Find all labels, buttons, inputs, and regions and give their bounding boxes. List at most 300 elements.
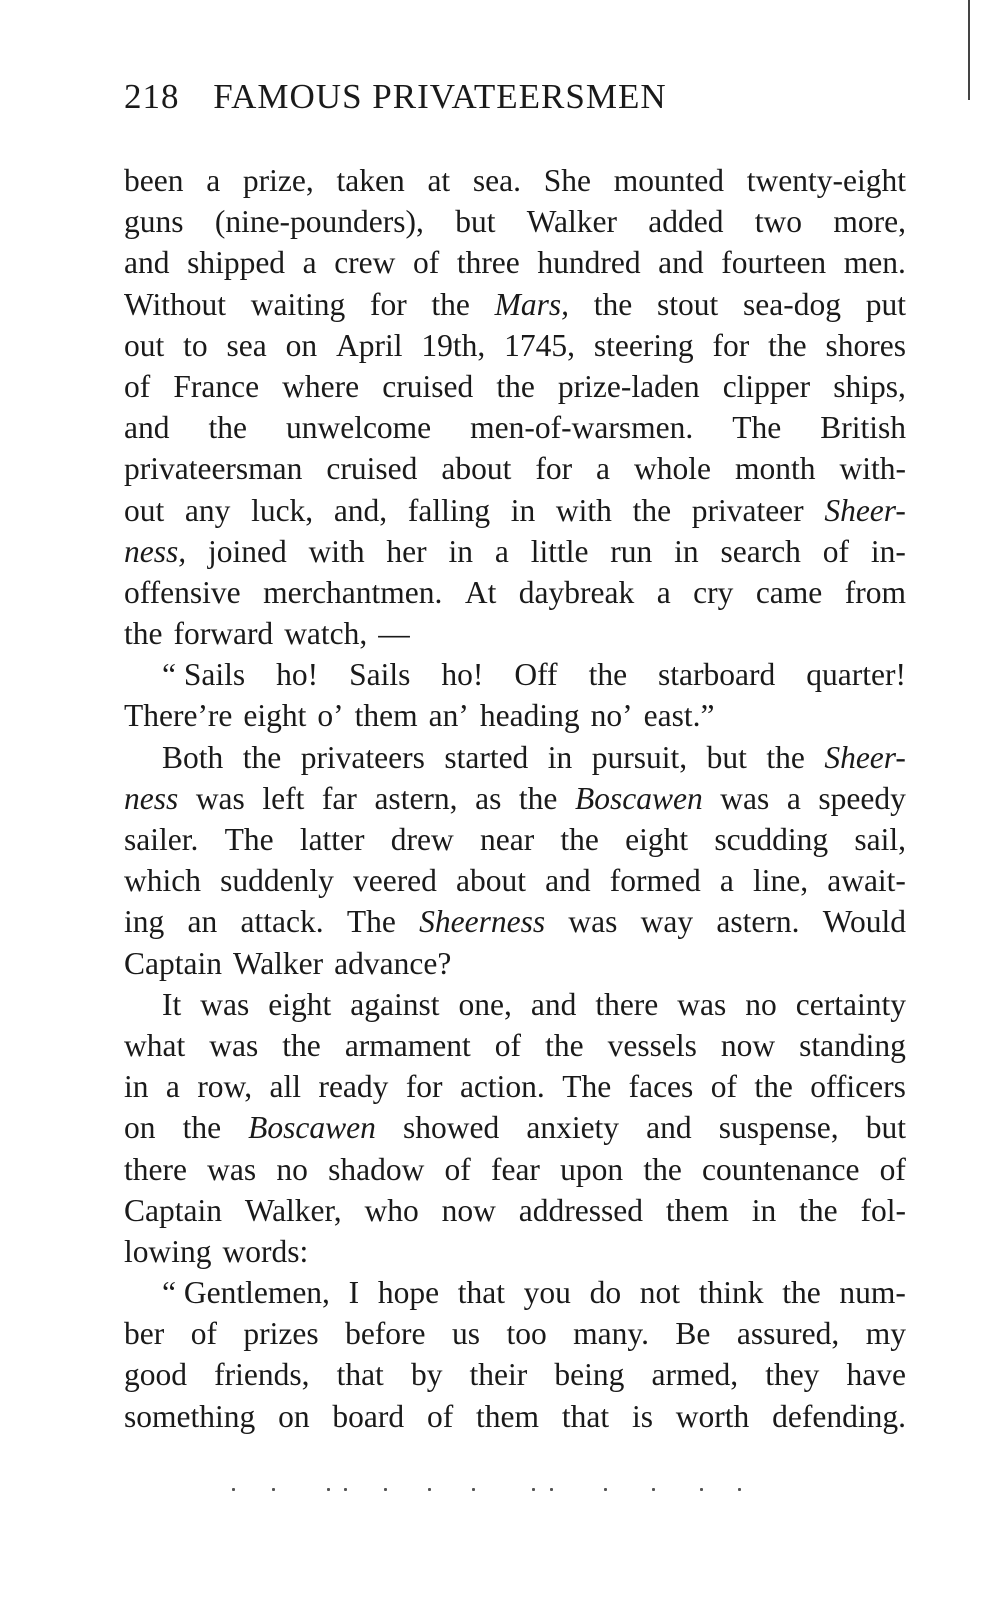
word: 1745, <box>504 327 576 363</box>
word: but <box>865 1110 906 1146</box>
word: all <box>269 1069 302 1105</box>
word: way <box>640 904 694 940</box>
word: privateer <box>691 492 804 528</box>
word: veered <box>352 863 437 899</box>
word: in <box>448 533 474 569</box>
running-header <box>124 72 924 122</box>
bottom-printer-marks <box>232 1488 742 1494</box>
word: in <box>510 492 536 528</box>
word: the <box>768 327 807 363</box>
word: good <box>124 1357 187 1393</box>
word: I <box>348 1275 360 1311</box>
word: put <box>865 286 906 322</box>
word: the <box>431 286 470 322</box>
word: us <box>451 1316 480 1352</box>
word: shores <box>825 327 906 363</box>
word: east.” <box>643 698 715 734</box>
word: their <box>469 1357 528 1393</box>
word: fear <box>490 1151 540 1187</box>
word: now <box>720 1027 776 1063</box>
text-line <box>124 778 906 819</box>
word: The <box>346 904 396 940</box>
word: mounted <box>613 163 724 198</box>
word: quarter! <box>806 657 906 693</box>
word: Would <box>822 904 906 940</box>
word: added <box>648 204 724 240</box>
word: hundred <box>537 245 641 281</box>
word: with <box>555 492 612 528</box>
word: defending. <box>772 1398 906 1434</box>
word: hope <box>377 1275 440 1311</box>
word: the <box>632 492 672 528</box>
text-line <box>124 1313 906 1354</box>
word: who <box>364 1192 419 1228</box>
word: the <box>593 286 633 322</box>
word: the <box>754 1069 793 1105</box>
word: with- <box>839 451 906 487</box>
page-edge-mark <box>968 0 970 100</box>
word: on <box>278 1398 310 1434</box>
word: and <box>124 410 170 446</box>
word: astern, <box>374 780 458 816</box>
word: think <box>698 1275 764 1311</box>
word: await- <box>827 863 906 899</box>
word: luck, <box>251 492 314 528</box>
word: and <box>646 1110 692 1146</box>
word: cruised <box>326 451 418 487</box>
text-line <box>124 654 906 695</box>
word: sea-dog <box>742 286 841 322</box>
word: been <box>124 163 184 198</box>
word: speedy <box>818 780 906 816</box>
word: April <box>336 327 403 363</box>
word: the <box>518 780 558 816</box>
word: the <box>588 657 628 693</box>
word: guns <box>124 204 184 240</box>
word: armed, <box>651 1357 739 1393</box>
word: about <box>456 863 527 899</box>
word: against <box>350 986 440 1022</box>
word: a <box>596 451 611 487</box>
word: and, <box>333 492 388 528</box>
word: fourteen <box>721 245 827 281</box>
word: and <box>124 245 170 281</box>
word: but <box>455 204 496 240</box>
word: privateersman <box>124 451 303 487</box>
word: twenty-eight <box>746 163 906 198</box>
word: 19th, <box>421 327 486 363</box>
word: them <box>476 1398 540 1434</box>
word: row, <box>197 1069 253 1105</box>
word: pursuit, <box>591 739 688 775</box>
word: latter <box>299 822 365 857</box>
word: suspense, <box>718 1110 839 1146</box>
word: joined <box>207 533 287 569</box>
word: shadow <box>328 1151 425 1187</box>
word: and <box>545 863 591 899</box>
italic-word: Sheer- <box>824 739 906 775</box>
word: drew <box>390 822 454 857</box>
word: a <box>165 1069 180 1105</box>
text-line <box>124 490 906 531</box>
word: She <box>543 163 592 198</box>
word: was <box>209 1027 259 1063</box>
word: British <box>820 410 906 446</box>
word: by <box>410 1357 443 1393</box>
word: many. <box>573 1316 649 1352</box>
word: the <box>766 739 805 775</box>
word: Captain <box>124 1192 222 1228</box>
word: in <box>124 1069 149 1105</box>
word: the <box>560 822 599 857</box>
word: ships, <box>833 368 906 404</box>
body-text <box>124 160 906 1437</box>
word: you <box>523 1275 571 1311</box>
word: fol- <box>860 1192 906 1228</box>
word: cruised <box>382 368 474 404</box>
word: eight <box>243 698 307 734</box>
word: no <box>276 1151 308 1187</box>
word: “ Gentlemen, <box>162 1275 330 1311</box>
word: prize, <box>242 163 314 198</box>
word: action. <box>459 1069 545 1105</box>
word: was <box>195 780 245 816</box>
word: The <box>732 410 782 446</box>
word: prizes <box>243 1316 319 1352</box>
word: on <box>124 1110 156 1146</box>
word: from <box>844 574 906 610</box>
word: near <box>479 822 535 857</box>
text-line <box>124 613 906 654</box>
word: ready <box>318 1069 389 1105</box>
word: and <box>658 245 704 281</box>
word: started <box>444 739 529 775</box>
word: one, <box>458 986 512 1022</box>
word: search <box>720 533 801 569</box>
text-line <box>124 531 906 572</box>
word: officers <box>810 1069 906 1105</box>
word: merchantmen. <box>263 574 443 610</box>
word: any <box>184 492 231 528</box>
word: starboard <box>658 657 776 693</box>
italic-word: ness, <box>124 533 187 569</box>
text-line <box>124 1190 906 1231</box>
text-line <box>124 737 906 778</box>
text-line <box>124 448 906 489</box>
word: watch, <box>284 616 368 652</box>
word: ho! <box>441 657 484 693</box>
word: scudding <box>714 822 829 857</box>
word: no <box>745 986 777 1022</box>
word: of <box>124 368 151 404</box>
word: on <box>285 327 318 363</box>
word: no’ <box>590 698 633 734</box>
word: lowing <box>124 1233 212 1269</box>
word: but <box>706 739 747 775</box>
text-line <box>124 695 906 736</box>
word: for <box>535 451 573 487</box>
word: — <box>378 616 410 652</box>
word: of <box>879 1151 906 1187</box>
word: there <box>124 1151 187 1187</box>
word: “ Sails <box>162 657 246 693</box>
word: for <box>712 327 750 363</box>
word: the <box>545 1027 584 1063</box>
italic-word: Boscawen <box>574 780 703 816</box>
word: what <box>124 1027 186 1063</box>
word: The <box>562 1069 612 1105</box>
word: of <box>444 1151 471 1187</box>
word: not <box>639 1275 681 1311</box>
word: sail, <box>854 822 906 857</box>
word: that <box>457 1275 505 1311</box>
word: Off <box>514 657 558 693</box>
word: being <box>554 1357 625 1393</box>
word: line, <box>752 863 809 899</box>
word: falling <box>407 492 491 528</box>
text-line <box>124 242 906 283</box>
word: of <box>412 245 440 281</box>
word: worth <box>675 1398 750 1434</box>
word: was <box>720 780 770 816</box>
text-line <box>124 284 906 325</box>
word: far <box>321 780 357 816</box>
word: crew <box>334 245 396 281</box>
word: clipper <box>722 368 811 404</box>
word: France <box>173 368 260 404</box>
word: board <box>332 1398 405 1434</box>
word: Be <box>675 1316 711 1352</box>
word: out <box>124 327 165 363</box>
text-line <box>124 901 906 942</box>
word: the <box>782 1275 821 1311</box>
text-line <box>124 819 906 860</box>
word: in- <box>870 533 906 569</box>
word: more, <box>833 204 906 240</box>
word: ho! <box>276 657 319 693</box>
word: my <box>865 1316 906 1352</box>
word: shipped <box>187 245 286 281</box>
word: whole <box>634 451 711 487</box>
word: them <box>354 698 418 734</box>
word: Captain <box>124 945 222 981</box>
word: before <box>345 1316 426 1352</box>
word: faces <box>628 1069 694 1105</box>
word: month <box>734 451 816 487</box>
word: of <box>426 1398 454 1434</box>
word: out <box>124 492 165 528</box>
word: steering <box>593 327 694 363</box>
word: of <box>710 1069 737 1105</box>
word: stout <box>656 286 719 322</box>
word: that <box>336 1357 384 1393</box>
word: at <box>427 163 451 198</box>
text-line <box>124 366 906 407</box>
word: men. <box>843 245 906 281</box>
word: with <box>308 533 365 569</box>
word: that <box>561 1398 610 1434</box>
word: attack. <box>240 904 324 940</box>
word: is <box>631 1398 653 1434</box>
word: of <box>190 1316 217 1352</box>
word: Without <box>124 286 226 322</box>
text-line <box>124 407 906 448</box>
text-line <box>124 1149 906 1190</box>
word: sea <box>226 327 267 363</box>
word: was <box>677 986 727 1022</box>
word: showed <box>403 1110 500 1146</box>
text-line <box>124 1066 906 1107</box>
word: o’ <box>317 698 344 734</box>
word: sailer. <box>124 822 199 857</box>
word: the <box>182 1110 222 1146</box>
word: The <box>224 822 274 857</box>
word: taken <box>336 163 405 198</box>
word: offensive <box>124 574 241 610</box>
word: which <box>124 863 201 899</box>
word: armament <box>344 1027 471 1063</box>
text-line <box>124 1025 906 1066</box>
word: now <box>441 1192 496 1228</box>
word: have <box>846 1357 906 1393</box>
word: assured, <box>736 1316 840 1352</box>
word: do <box>589 1275 622 1311</box>
word: where <box>282 368 360 404</box>
running-title: FAMOUS PRIVATEERSMEN <box>213 77 667 116</box>
word: ing <box>124 904 165 940</box>
word: about <box>441 451 512 487</box>
word: an’ <box>428 698 469 734</box>
word: unwelcome <box>285 410 432 446</box>
word: something <box>124 1398 256 1434</box>
word: men-of-warsmen. <box>470 410 694 446</box>
text-line <box>124 984 906 1025</box>
word: her <box>386 533 427 569</box>
word: and <box>530 986 577 1022</box>
word: in <box>674 533 699 569</box>
word: for <box>369 286 407 322</box>
word: for <box>405 1069 443 1105</box>
word: privateers <box>300 739 425 775</box>
italic-word: Sheerness <box>419 904 546 940</box>
text-line <box>124 860 906 901</box>
word: countenance <box>702 1151 860 1187</box>
word: the <box>799 1192 838 1228</box>
word: friends, <box>214 1357 310 1393</box>
word: heading <box>479 698 580 734</box>
word: the <box>242 739 282 775</box>
word: a <box>719 863 734 899</box>
word: (nine-pounders), <box>214 204 424 240</box>
word: to <box>183 327 208 363</box>
italic-word: Boscawen <box>248 1110 376 1146</box>
word: Sails <box>349 657 411 693</box>
word: was <box>568 904 618 940</box>
italic-word: Sheer- <box>824 492 906 528</box>
word: num- <box>839 1275 906 1311</box>
text-line <box>124 1272 906 1313</box>
word: eight <box>268 986 332 1022</box>
word: Walker, <box>244 1192 342 1228</box>
word: the <box>208 410 247 446</box>
word: two <box>754 204 803 240</box>
word: as <box>475 780 502 816</box>
text-line <box>124 201 906 242</box>
word: At <box>464 574 497 610</box>
word: little <box>530 533 589 569</box>
word: in <box>751 1192 777 1228</box>
word: standing <box>799 1027 906 1063</box>
word: Both <box>162 739 224 775</box>
word: Walker <box>526 204 617 240</box>
text-line <box>124 1396 906 1437</box>
word: them <box>665 1192 729 1228</box>
word: of <box>822 533 850 569</box>
word: sea. <box>472 163 522 198</box>
word: astern. <box>716 904 800 940</box>
word: an <box>187 904 218 940</box>
word: the <box>124 616 163 652</box>
word: a <box>302 245 317 281</box>
word: three <box>456 245 520 281</box>
word: certainty <box>795 986 906 1022</box>
word: a <box>656 574 671 610</box>
word: advance? <box>334 945 452 981</box>
italic-word: Mars, <box>494 286 570 322</box>
word: there <box>595 986 659 1022</box>
word: a <box>494 533 509 569</box>
word: was <box>207 1151 257 1187</box>
text-line <box>124 160 906 201</box>
word: run <box>610 533 653 569</box>
word: a <box>206 163 221 198</box>
word: It <box>162 986 182 1022</box>
word: they <box>765 1357 820 1393</box>
text-line <box>124 1231 906 1272</box>
word: the <box>496 368 535 404</box>
word: eight <box>625 822 689 857</box>
word: suddenly <box>220 863 334 899</box>
word: daybreak <box>518 574 635 610</box>
word: waiting <box>250 286 346 322</box>
word: in <box>547 739 573 775</box>
word: forward <box>173 616 274 652</box>
word: the <box>282 1027 321 1063</box>
word: a <box>786 780 801 816</box>
text-line <box>124 1107 906 1148</box>
word: upon <box>560 1151 624 1187</box>
italic-word: ness <box>124 780 179 816</box>
word: Walker <box>232 945 324 981</box>
page-number: 218 <box>124 77 180 116</box>
word: prize-laden <box>557 368 700 404</box>
word: ber <box>124 1316 165 1352</box>
word: of <box>494 1027 522 1063</box>
word: cry <box>693 574 734 610</box>
word: came <box>755 574 823 610</box>
text-line <box>124 1354 906 1395</box>
word: There’re <box>124 698 233 734</box>
word: too <box>506 1316 547 1352</box>
word: addressed <box>518 1192 643 1228</box>
word: the <box>643 1151 682 1187</box>
word: vessels <box>607 1027 697 1063</box>
word: was <box>200 986 250 1022</box>
word: left <box>262 780 305 816</box>
word: formed <box>609 863 701 899</box>
text-line <box>124 325 906 366</box>
text-line <box>124 572 906 613</box>
